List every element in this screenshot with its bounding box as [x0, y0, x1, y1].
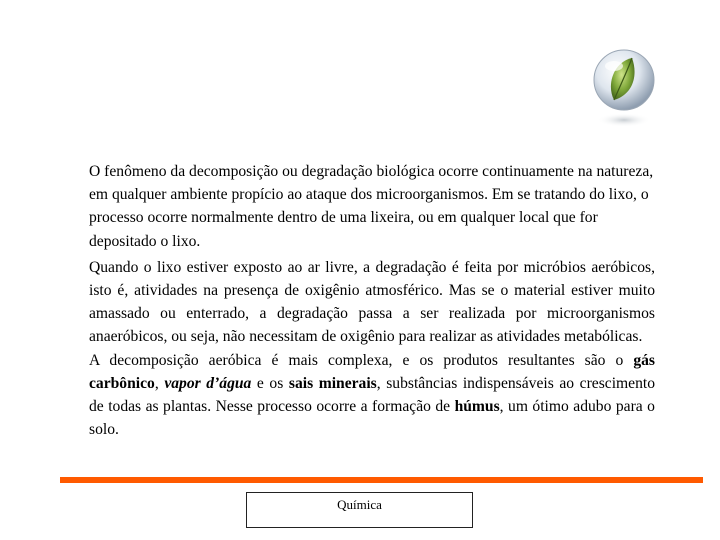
paragraph-degradation: Quando o lixo estiver exposto ao ar livre, a degradação é feita por micróbios aeróbicos, isto é, atividades na presença de oxigênio atmosférico. Mas se o material estiver muito amassado ou enterrado, a degradação passa a ser realizada por microorganismos anaeróbicos, ou seja, não necessitam de oxigênio para realizar as atividades metabólicas. — [89, 258, 655, 346]
term-humus: húmus — [454, 398, 500, 416]
aerobic-text-1: A decomposição aeróbica é mais complexa, e os produtos resultantes são o — [89, 351, 634, 369]
term-gas-carbonico: gás carbônico — [89, 351, 655, 392]
paragraph-decomposition: O fenômeno da decomposição ou degradação biológica ocorre continuamente na natureza, em qualquer ambiente propício ao ataque dos microorganismos. Em se tratando do lixo, o processo ocorre normalmente dentro de uma lixeira, ou em qualquer local que for depositado o lixo. — [89, 163, 654, 250]
leaf-globe-icon — [592, 46, 656, 130]
body-text — [89, 160, 655, 441]
footer-label: Química — [337, 497, 382, 512]
footer-label-box — [246, 492, 473, 528]
aerobic-text-3: e os — [251, 374, 289, 392]
accent-divider — [60, 477, 703, 483]
paragraph-aerobic — [89, 349, 655, 442]
aerobic-text-5: , um ótimo adubo para o solo. — [89, 398, 655, 439]
aerobic-text-4: , substâncias indispensáveis ao crescimento de todas as plantas. Nesse processo ocorre a formação de — [89, 374, 656, 416]
term-sais-minerais: sais minerais — [288, 374, 377, 392]
term-vapor-dagua: vapor d’água — [164, 374, 252, 392]
aerobic-text-2: , — [154, 374, 165, 392]
